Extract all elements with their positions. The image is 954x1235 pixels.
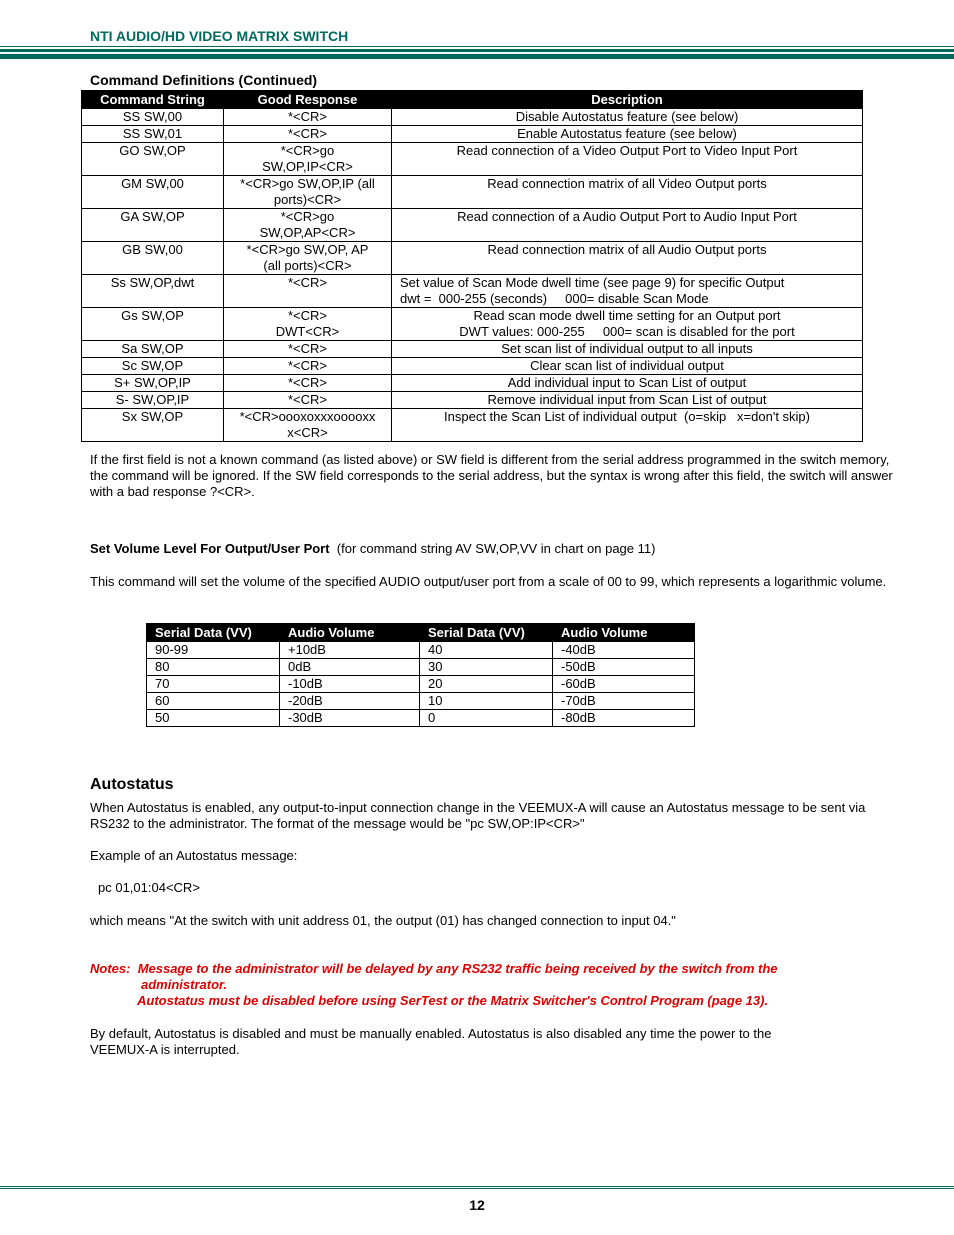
volume-row — [147, 642, 695, 659]
response-line: *<CR>go SW,OP,IP (all — [240, 176, 375, 191]
autostatus-example: pc 01,01:04<CR> — [98, 880, 200, 895]
volume-heading: Set Volume Level For Output/User Port — [90, 541, 330, 556]
good-response — [224, 275, 392, 308]
volume-cell: 70 — [147, 676, 280, 693]
response-line: *<CR>go — [280, 143, 335, 158]
description — [392, 209, 863, 242]
volume-heading-note: (for command string AV SW,OP,VV in chart on page 11) — [329, 541, 656, 556]
good-response — [224, 126, 392, 143]
description-line: Clear scan list of individual output — [530, 358, 724, 373]
description-line: Add individual input to Scan List of output — [507, 375, 747, 390]
description — [392, 143, 863, 176]
volume-row — [147, 659, 695, 676]
volume-cell: 90-99 — [147, 642, 280, 659]
good-response — [224, 242, 392, 275]
description-line: Read connection of a Video Output Port to Video Input Port — [456, 143, 798, 158]
command-string: Sa SW,OP — [82, 341, 224, 358]
good-response — [224, 143, 392, 176]
response-line: *<CR> — [287, 109, 328, 124]
notes-label: Notes: — [90, 961, 131, 976]
volume-cell: 10 — [420, 693, 553, 710]
command-row — [82, 341, 863, 358]
volume-heading-line — [90, 541, 902, 557]
command-string: Sx SW,OP — [82, 409, 224, 442]
command-row — [82, 308, 863, 341]
description-line: Disable Autostatus feature (see below) — [515, 109, 739, 124]
command-string: S+ SW,OP,IP — [82, 375, 224, 392]
good-response — [224, 409, 392, 442]
response-line: *<CR>go — [280, 209, 335, 224]
command-string: Ss SW,OP,dwt — [82, 275, 224, 308]
description — [392, 409, 863, 442]
column-header: Serial Data (VV) — [147, 624, 280, 642]
command-string: GA SW,OP — [82, 209, 224, 242]
note-2: Autostatus must be disabled before using SerTest or the Matrix Switcher's Control Program (page 13). — [137, 993, 769, 1008]
command-row — [82, 176, 863, 209]
command-string: GM SW,00 — [82, 176, 224, 209]
note-1: Message to the administrator will be delayed by any RS232 traffic being received by the switch from the — [137, 961, 778, 976]
volume-cell: -30dB — [280, 710, 420, 727]
volume-cell: -10dB — [280, 676, 420, 693]
description-line: Read scan mode dwell time setting for an Output port — [473, 308, 781, 323]
volume-cell: +10dB — [280, 642, 420, 659]
column-header: Audio Volume — [280, 624, 420, 642]
description — [392, 392, 863, 409]
autostatus-meaning: which means "At the switch with unit address 01, the output (01) has changed connection to input 04." — [90, 913, 676, 928]
command-table — [81, 90, 863, 442]
command-row — [82, 109, 863, 126]
good-response — [224, 176, 392, 209]
command-row — [82, 275, 863, 308]
header-rule — [0, 46, 954, 59]
volume-paragraph: This command will set the volume of the specified AUDIO output/user port from a scale of 00 to 99, which represents a logarithmic volume. — [90, 574, 887, 589]
volume-cell: 0dB — [280, 659, 420, 676]
response-line: x<CR> — [287, 425, 328, 440]
volume-cell: 20 — [420, 676, 553, 693]
response-line: *<CR>oooxoxxxooooxx — [239, 409, 376, 424]
response-line: *<CR> — [287, 375, 328, 390]
response-line: ports)<CR> — [273, 192, 342, 207]
description — [392, 308, 863, 341]
description-line: Read connection of a Audio Output Port to Audio Input Port — [457, 209, 797, 224]
response-line: *<CR> — [287, 275, 328, 290]
command-row — [82, 409, 863, 442]
description — [392, 358, 863, 375]
command-string: GO SW,OP — [82, 143, 224, 176]
description-line: Read connection matrix of all Audio Output ports — [487, 242, 767, 257]
volume-cell: 80 — [147, 659, 280, 676]
notes-line-1 — [90, 961, 910, 977]
response-line: *<CR> — [287, 358, 328, 373]
volume-cell: -50dB — [553, 659, 695, 676]
description — [392, 341, 863, 358]
volume-table-header — [147, 624, 695, 642]
command-table-header — [82, 91, 863, 109]
autostatus-example-intro: Example of an Autostatus message: — [90, 848, 298, 863]
note-1-continued: administrator. — [141, 977, 227, 992]
volume-table — [146, 623, 695, 727]
response-line: DWT<CR> — [275, 324, 340, 339]
column-header: Serial Data (VV) — [420, 624, 553, 642]
autostatus-paragraph: When Autostatus is enabled, any output-to-input connection change in the VEEMUX-A will cause an Autostatus message to be sent via RS232 to the administrator. The format of the message would be "pc SW,OP:IP<CR>" — [90, 800, 866, 831]
header-title: NTI AUDIO/HD VIDEO MATRIX SWITCH — [90, 28, 349, 44]
volume-cell: 60 — [147, 693, 280, 710]
volume-cell: -80dB — [553, 710, 695, 727]
response-line: *<CR> — [287, 341, 328, 356]
good-response — [224, 341, 392, 358]
response-line: *<CR> — [287, 392, 328, 407]
command-string: SS SW,00 — [82, 109, 224, 126]
command-row — [82, 242, 863, 275]
description — [392, 375, 863, 392]
command-string: Sc SW,OP — [82, 358, 224, 375]
default-paragraph-line-1: By default, Autostatus is disabled and must be manually enabled. Autostatus is also disabled any time the power to the — [90, 1026, 772, 1041]
unknown-command-paragraph: If the first field is not a known command (as listed above) or SW field is different from the serial address programmed in the switch memory, the command will be ignored. If the SW field corresponds to the serial address, but the syntax is wrong after this field, the switch will answer with a bad response ?<CR>. — [90, 452, 893, 499]
response-line: *<CR> — [287, 126, 328, 141]
volume-cell: 30 — [420, 659, 553, 676]
page-number: 12 — [469, 1197, 485, 1213]
command-row — [82, 375, 863, 392]
good-response — [224, 209, 392, 242]
good-response — [224, 392, 392, 409]
command-string: GB SW,00 — [82, 242, 224, 275]
description-line: Remove individual input from Scan List of output — [487, 392, 767, 407]
command-row — [82, 392, 863, 409]
column-header: Description — [392, 91, 863, 109]
footer-rule — [0, 1186, 954, 1189]
volume-cell: 40 — [420, 642, 553, 659]
response-line: (all ports)<CR> — [263, 258, 352, 273]
volume-cell: -20dB — [280, 693, 420, 710]
good-response — [224, 109, 392, 126]
volume-cell: -40dB — [553, 642, 695, 659]
command-row — [82, 143, 863, 176]
good-response — [224, 375, 392, 392]
column-header: Audio Volume — [553, 624, 695, 642]
description-line: Read connection matrix of all Video Output ports — [487, 176, 767, 191]
command-row — [82, 126, 863, 143]
column-header: Good Response — [224, 91, 392, 109]
command-string: Gs SW,OP — [82, 308, 224, 341]
default-paragraph-line-2: VEEMUX-A is interrupted. — [90, 1042, 240, 1057]
volume-row — [147, 693, 695, 710]
description-line: Set value of Scan Mode dwell time (see page 9) for specific Output — [400, 275, 785, 290]
response-line: SW,OP,AP<CR> — [259, 225, 356, 240]
response-line: *<CR> — [287, 308, 328, 323]
volume-row — [147, 676, 695, 693]
description — [392, 275, 863, 308]
volume-row — [147, 710, 695, 727]
description-line: Inspect the Scan List of individual output (o=skip x=don't skip) — [444, 409, 810, 424]
volume-cell: 0 — [420, 710, 553, 727]
description — [392, 109, 863, 126]
autostatus-heading: Autostatus — [90, 776, 174, 793]
command-string: S- SW,OP,IP — [82, 392, 224, 409]
description-line: DWT values: 000-255 000= scan is disabled for the port — [459, 324, 795, 339]
command-row — [82, 358, 863, 375]
description — [392, 176, 863, 209]
volume-cell: -70dB — [553, 693, 695, 710]
description — [392, 126, 863, 143]
command-string: SS SW,01 — [82, 126, 224, 143]
command-row — [82, 209, 863, 242]
response-line: SW,OP,IP<CR> — [262, 159, 353, 174]
description-line: Set scan list of individual output to all inputs — [501, 341, 753, 356]
good-response — [224, 308, 392, 341]
response-line: *<CR>go SW,OP, AP — [246, 242, 369, 257]
section-caption: Command Definitions (Continued) — [90, 72, 318, 88]
description-line: dwt = 000-255 (seconds) 000= disable Scan Mode — [400, 291, 709, 306]
description-line: Enable Autostatus feature (see below) — [517, 126, 737, 141]
volume-cell: 50 — [147, 710, 280, 727]
description — [392, 242, 863, 275]
column-header: Command String — [82, 91, 224, 109]
good-response — [224, 358, 392, 375]
volume-cell: -60dB — [553, 676, 695, 693]
